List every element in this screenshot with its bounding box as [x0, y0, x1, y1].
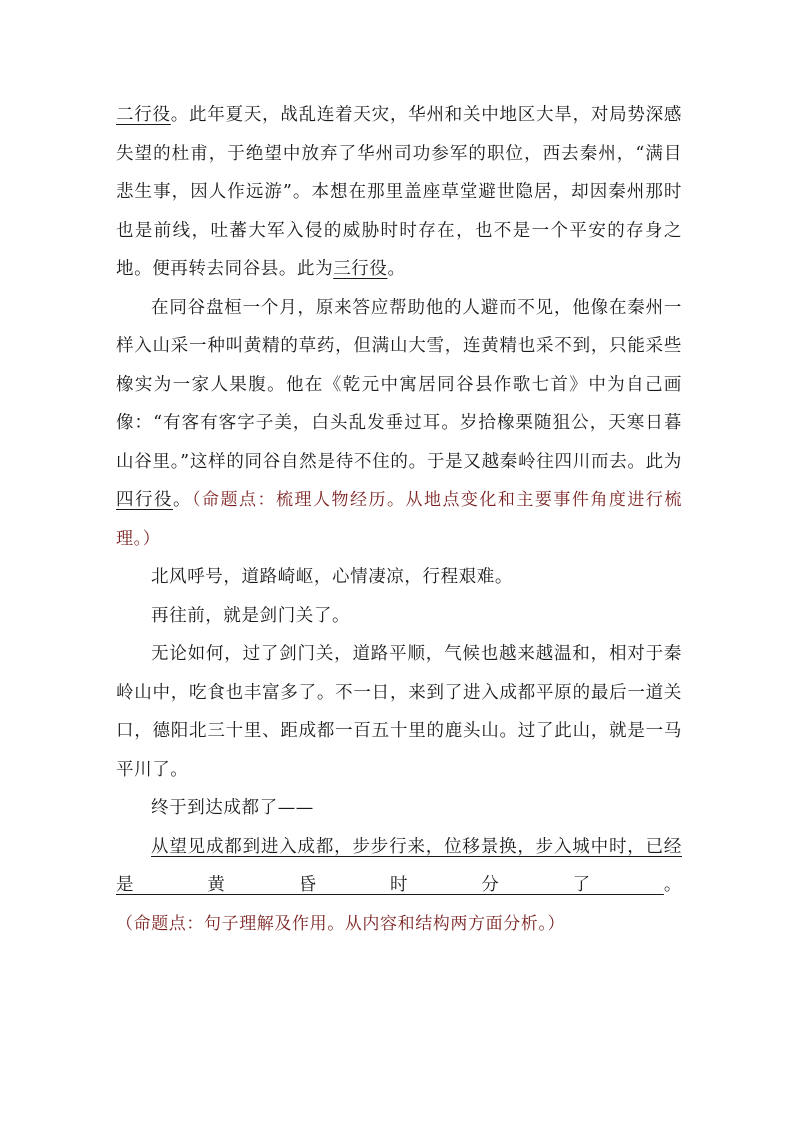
- underlined-sentence: 从望见成都到进入成都，步步行来，位移景换，步入城中时，已经是黄昏时分了: [116, 836, 682, 895]
- paragraph-6: 终于到达成都了——: [151, 798, 314, 818]
- underlined-phrase: 三行役: [333, 259, 388, 279]
- paragraph-2: [116, 289, 682, 559]
- paragraph-text: 在同谷盘桓一个月，原来答应帮助他的人避而不见，他像在秦州一样入山采一种叫黄精的草药，但满山大雪，连黄精也采不到，只能采些橡实为一家人果腹。他在《乾元中寓居同谷县作歌七首》中为自己画像：“有客有客字子美，白头乱发垂过耳。岁拾橡栗随狙公，天寒日暮山谷里。”这样的同谷自然是待不住的。于是又越秦岭往四川而去。此为: [116, 297, 682, 472]
- annotation-note: （命题点：梳理人物经历。从地点变化和主要事件角度进行梳理。）: [116, 490, 682, 549]
- paragraph-text: 。: [387, 259, 406, 279]
- paragraph-5: 无论如何，过了剑门关，道路平顺，气候也越来越温和，相对于秦岭山中，吃食也丰富多了。不一日，来到了进入成都平原的最后一道关口，德阳北三十里、距成都一百五十里的鹿头山。过了此山，就是一马平川了。: [116, 644, 682, 780]
- underlined-phrase: 四行役: [116, 490, 173, 510]
- paragraph-4: 再往前，就是剑门关了。: [151, 605, 351, 626]
- paragraph-text: 。: [663, 875, 682, 895]
- annotation-note: （命题点：句子理解及作用。从内容和结构两方面分析。）: [116, 913, 566, 934]
- paragraph-3: 北风呼号，道路崎岖，心情凄凉，行程艰难。: [151, 567, 513, 587]
- underlined-phrase: 二行役: [116, 105, 171, 125]
- paragraph-text: 。: [173, 490, 192, 510]
- paragraph-1: [116, 96, 682, 289]
- paragraph-text: 。此年夏天，战乱连着天灾，华州和关中地区大旱，对局势深感失望的杜甫，于绝望中放弃了华州司功参军的职位，西去秦州，“满目悲生事，因人作远游”。本想在那里盖座草堂避世隐居，却因秦州那时也是前线，吐蕃大军入侵的威胁时时存在，也不是一个平安的存身之地。便再转去同谷县。此为: [116, 105, 682, 279]
- paragraph-7: [116, 828, 682, 944]
